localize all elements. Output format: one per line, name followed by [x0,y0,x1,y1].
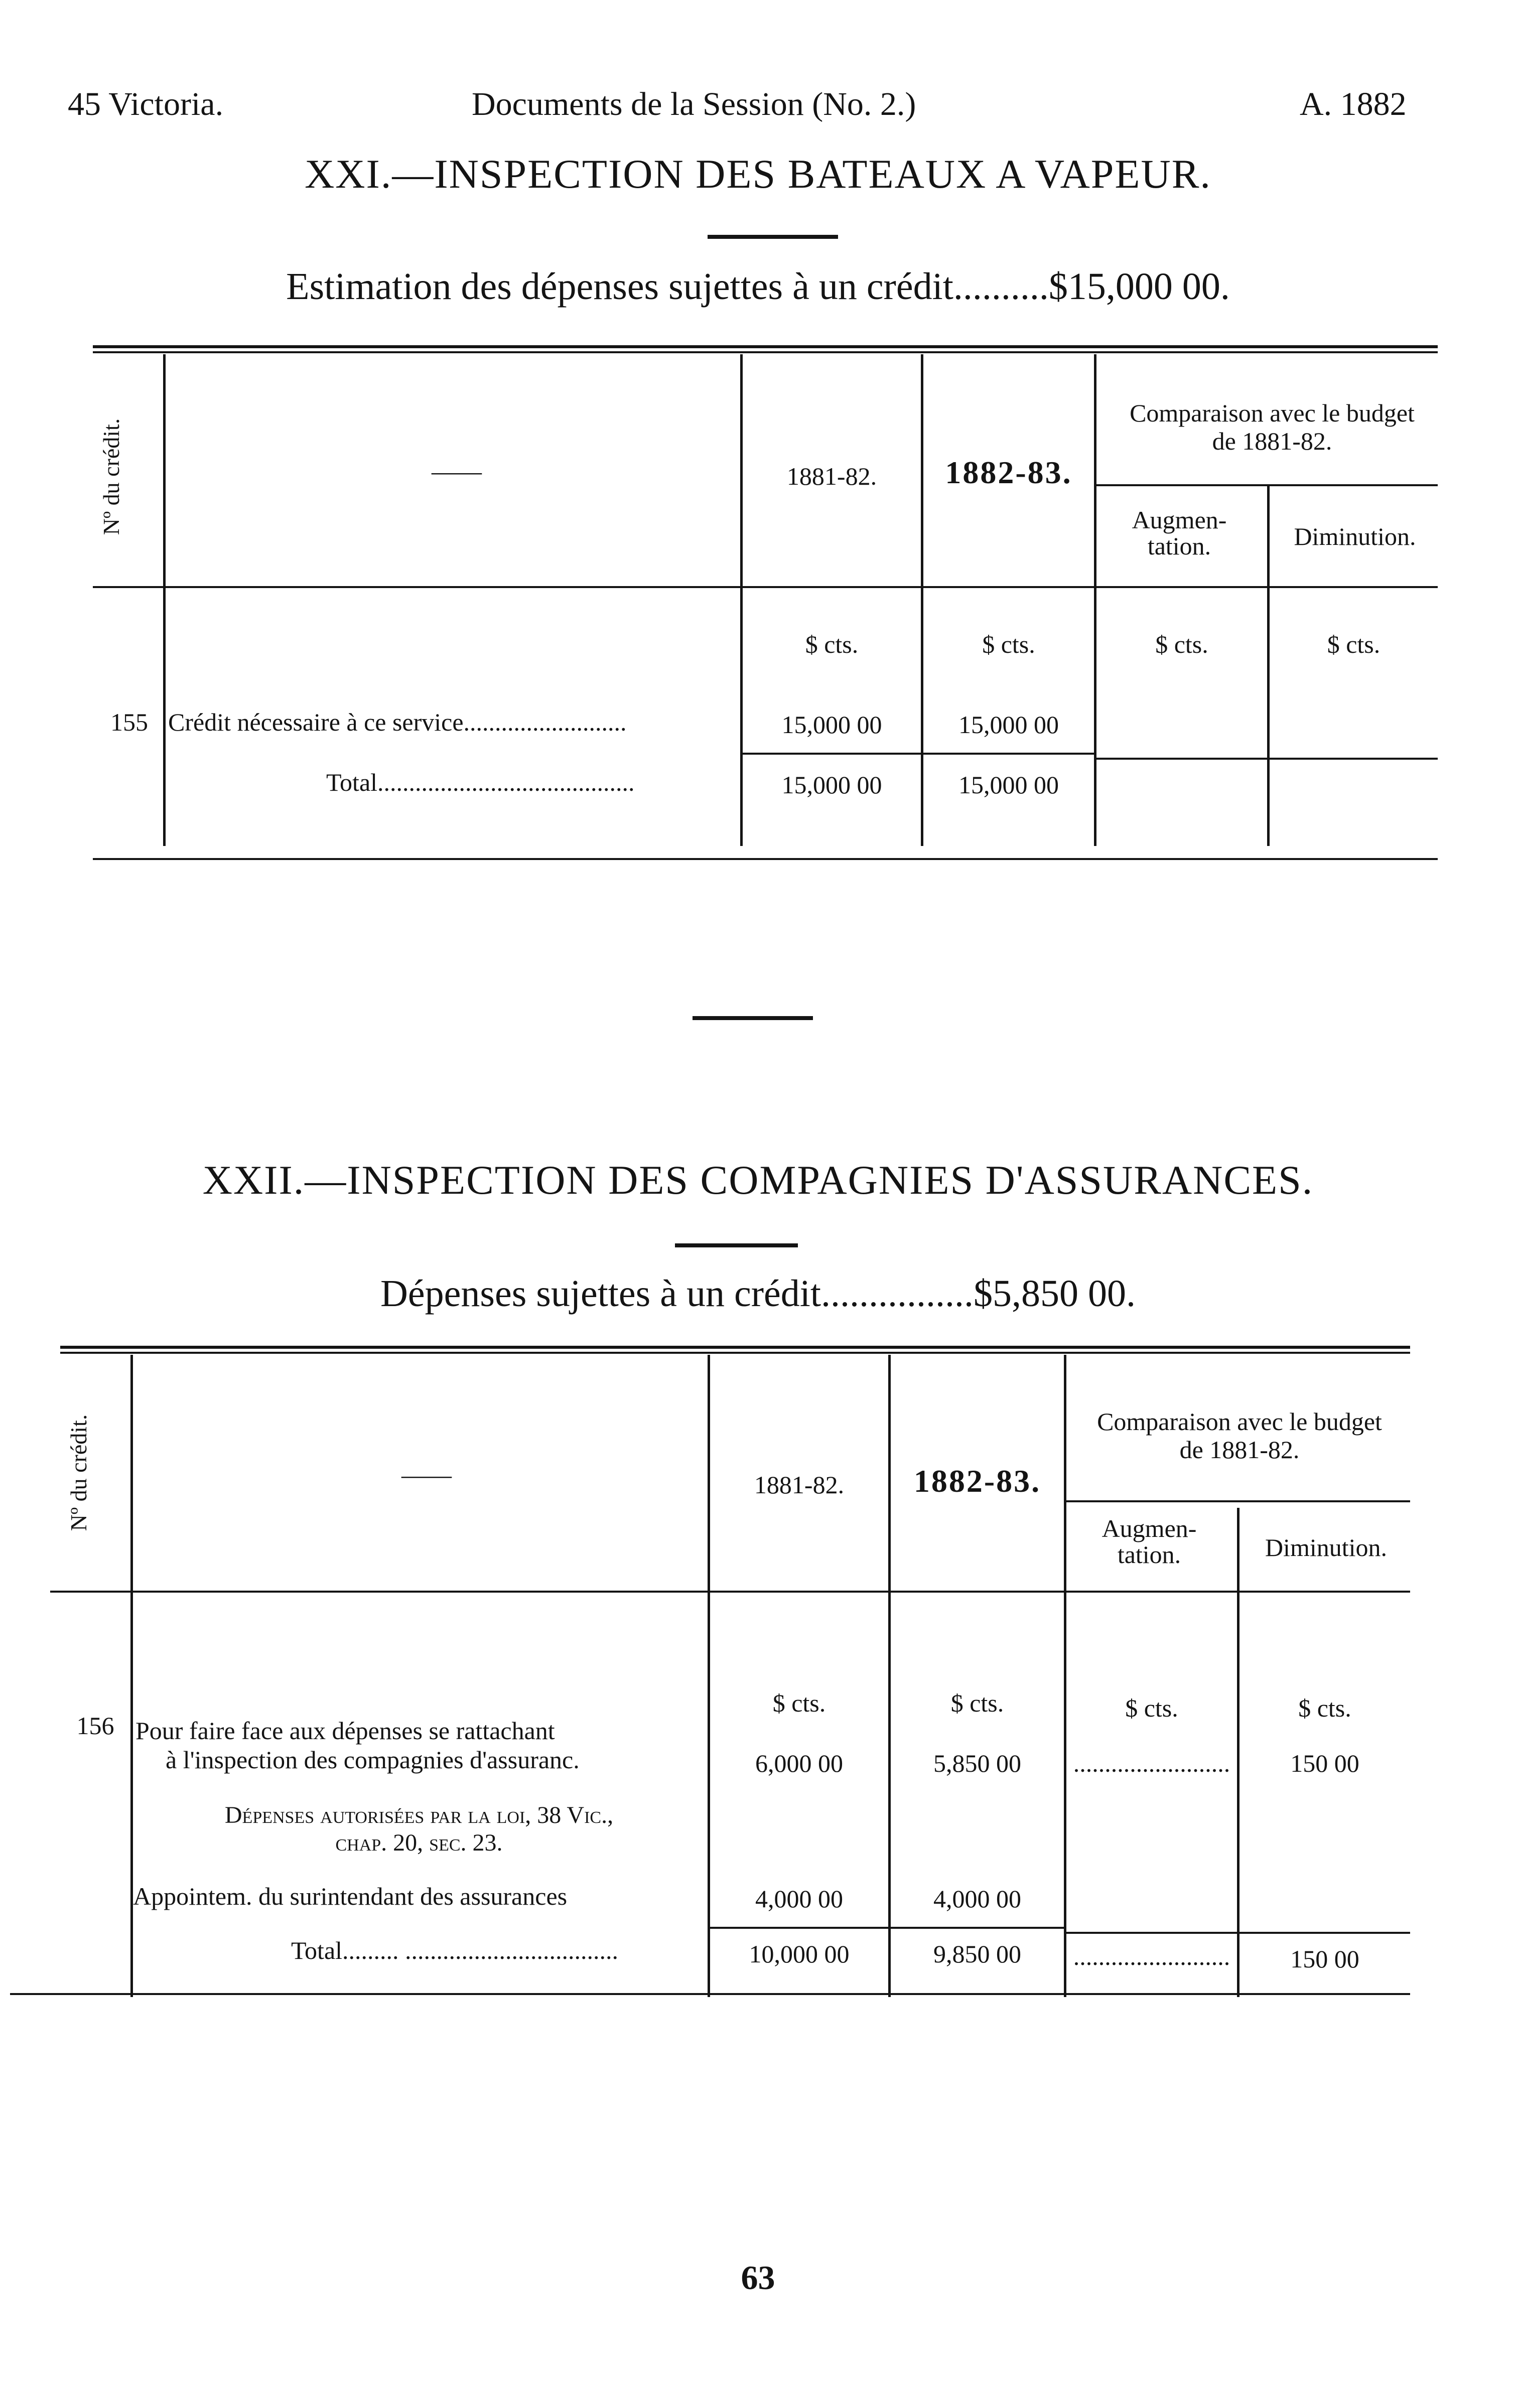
section2-subtitle: Dépenses sujettes à un crédit................$5,850 00. [380,1272,1136,1315]
diminution-value: 150 00 [1290,1749,1359,1777]
unit-label: $ cts. [772,1689,826,1717]
section-separator [693,1016,813,1020]
value-1882: 4,000 00 [933,1885,1021,1913]
table-top-rule [60,1352,1410,1354]
value-1881: 15,000 00 [781,711,882,739]
subtotal-rule [1066,1932,1410,1934]
column-rule [1064,1355,1066,1997]
value-1882: 15,000 00 [958,711,1059,739]
comparison-header: Comparaison avec le budget de 1881-82. [1097,1407,1382,1464]
comparison-rule [1096,484,1438,486]
comparison-header: Comparaison avec le budget de 1881-82. [1130,399,1415,455]
title-rule [708,235,838,239]
credit-number-header: Nº du crédit. [98,418,124,535]
subtotal-rule [740,753,1094,755]
unit-label: $ cts. [950,1689,1004,1717]
total-label: Total......................................... [326,768,635,796]
subtotal-rule [1096,758,1438,760]
augmentation-header: Augmen- tation. [1101,1514,1197,1569]
table-bottom-rule [10,1993,1410,1995]
section2-title: XXII.—INSPECTION DES COMPAGNIES D'ASSURANCES. [202,1157,1314,1203]
header-center: Documents de la Session (No. 2.) [472,86,916,122]
header-left: 45 Victoria. [68,86,224,122]
total-augmentation: ......................... [1073,1942,1230,1970]
section1-subtitle: Estimation des dépenses sujettes à un crédit..........$15,000 00. [286,265,1230,308]
column-rule [163,354,166,846]
description-header: —— [432,457,482,485]
column-rule [1267,484,1270,846]
credit-number: 155 [110,708,148,736]
diminution-header: Diminution. [1294,522,1416,550]
comparison-rule [1066,1500,1410,1502]
table-top-rule [60,1346,1410,1349]
augmentation-value: ......................... [1073,1749,1230,1777]
section1-title: XXI.—INSPECTION DES BATEAUX A VAPEUR. [305,151,1211,197]
subtotal-rule [708,1927,1064,1929]
row-description: Appointem. du surintendant des assurances [133,1882,568,1910]
title-rule [675,1243,798,1247]
row-description-line1: Pour faire face aux dépenses se rattachant [135,1717,555,1745]
value-1882: 5,850 00 [933,1749,1021,1777]
page-number: 63 [741,2258,775,2297]
table-bottom-rule [93,858,1438,860]
table-top-rule [93,351,1438,353]
year-1882-header: 1882-83. [913,1463,1041,1499]
row-description: Crédit nécessaire à ce service.......................... [168,708,627,736]
statutory-heading-line2: chap. 20, sec. 23. [335,1829,503,1856]
header-bottom-rule [50,1591,1410,1593]
year-1881-header: 1881-82. [754,1471,845,1499]
header-bottom-rule [93,586,1438,588]
value-1881: 4,000 00 [755,1885,843,1913]
unit-label: $ cts. [805,630,859,658]
augmentation-header: Augmen- tation. [1132,506,1227,560]
diminution-header: Diminution. [1265,1533,1388,1562]
total-1882: 9,850 00 [933,1940,1021,1968]
credit-number: 156 [76,1712,114,1740]
unit-label: $ cts. [1298,1694,1351,1722]
total-label: Total......... .................................. [291,1936,619,1964]
year-1881-header: 1881-82. [786,462,877,490]
year-1882-header: 1882-83. [945,455,1072,490]
description-header: —— [401,1461,452,1489]
total-1881: 15,000 00 [781,771,882,799]
credit-number-header: Nº du crédit. [66,1414,91,1531]
column-rule [1094,354,1096,846]
table-top-rule [93,345,1438,348]
total-1882: 15,000 00 [958,771,1059,799]
unit-label: $ cts. [1155,630,1208,658]
statutory-heading-line1: Dépenses autorisées par la loi, 38 Vic., [224,1802,614,1828]
total-1881: 10,000 00 [749,1940,850,1968]
total-diminution: 150 00 [1290,1945,1359,1973]
unit-label: $ cts. [1327,630,1381,658]
row-description-line2: à l'inspection des compagnies d'assuranc. [166,1746,580,1774]
unit-label: $ cts. [1125,1694,1178,1722]
header-right: A. 1882 [1300,86,1407,122]
unit-label: $ cts. [982,630,1035,658]
value-1881: 6,000 00 [755,1749,843,1777]
